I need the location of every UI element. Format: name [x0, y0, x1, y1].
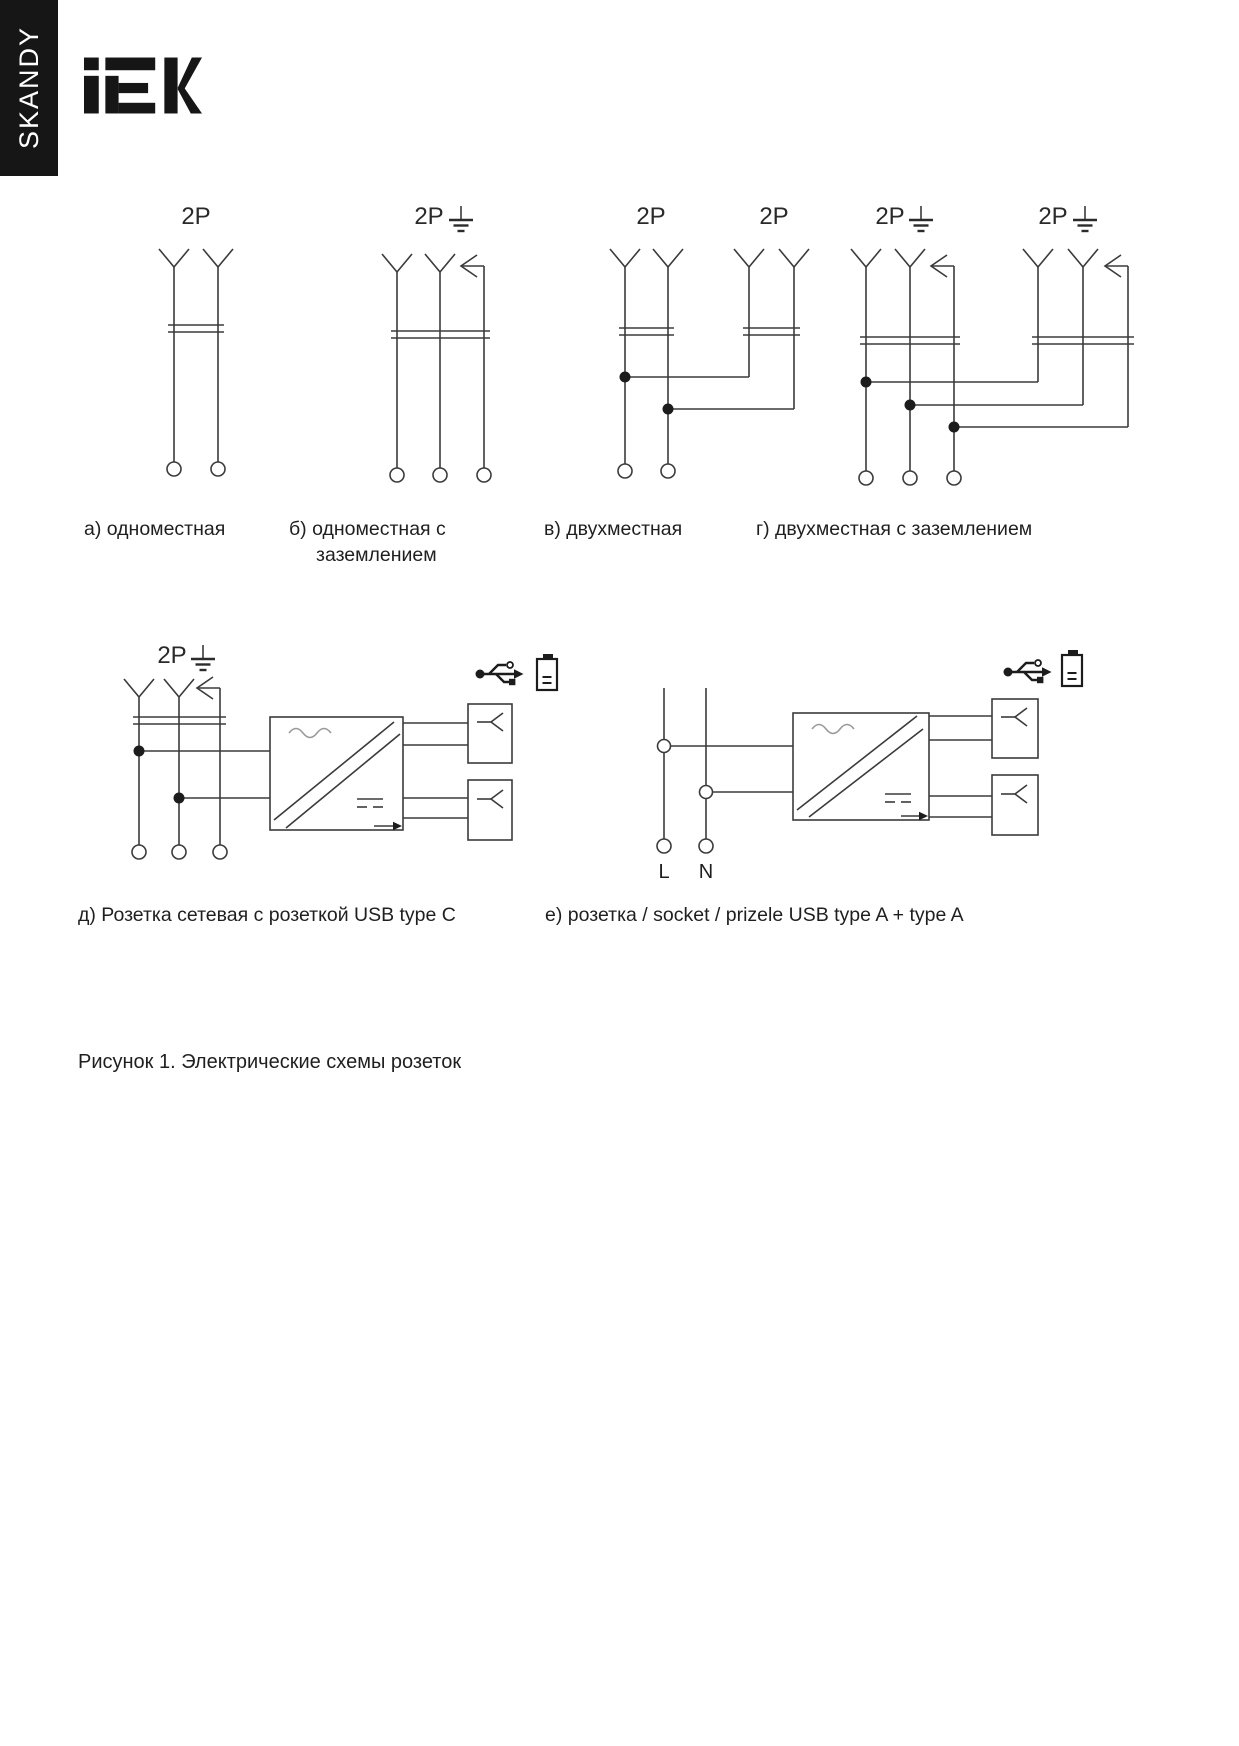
battery-icon — [537, 654, 557, 690]
socket-face-lines — [619, 328, 800, 335]
diagram-b-single-socket-grounded — [382, 206, 491, 482]
terminal-circle — [661, 464, 675, 478]
usb-port-icon — [992, 699, 1038, 758]
pole-label-v-left: 2P — [636, 203, 666, 230]
contact-fork-icon — [851, 249, 1098, 267]
caption-a: а) одноместная — [84, 518, 226, 540]
terminal-circle — [213, 845, 227, 859]
earth-ground-icon — [909, 206, 933, 231]
contact-fork-icon — [159, 249, 233, 267]
socket-wires — [174, 267, 218, 462]
terminal-circle — [211, 462, 225, 476]
terminal-circle — [172, 845, 186, 859]
pole-label-v-right: 2P — [759, 203, 789, 230]
terminal-circle — [477, 468, 491, 482]
contact-fork-icon — [124, 679, 194, 697]
terminal-circle — [859, 471, 873, 485]
junction-circle — [700, 786, 713, 799]
socket-wires — [625, 267, 794, 464]
brand-vertical-text: SKANDY — [13, 26, 44, 150]
output-wires — [403, 723, 468, 818]
socket-face-lines — [168, 325, 224, 332]
earth-ground-icon — [191, 645, 215, 670]
contact-fork-icon — [610, 249, 809, 267]
terminal-circle — [618, 464, 632, 478]
junction-dot — [861, 377, 872, 388]
caption-v: в) двухместная — [544, 518, 683, 540]
caption-d: д) Розетка сетевая с розеткой USB type C — [78, 904, 456, 926]
pole-label-g-right: 2P — [1038, 203, 1068, 230]
junction-dot — [949, 422, 960, 433]
junction-dot — [620, 372, 631, 383]
usb-trident-icon — [1004, 660, 1052, 683]
terminal-circle — [657, 839, 671, 853]
caption-b-line1: б) одноместная с — [289, 518, 446, 540]
socket-wires — [397, 266, 484, 468]
caption-b-line2: заземлением — [316, 544, 437, 566]
pole-label-d: 2P — [157, 642, 187, 669]
earth-ground-icon — [449, 206, 473, 231]
terminal-circle — [699, 839, 713, 853]
usb-port-icon — [992, 775, 1038, 835]
terminal-label-n: N — [698, 861, 714, 883]
figure-caption: Рисунок 1. Электрические схемы розеток — [78, 1051, 462, 1073]
diagram-v-double-socket — [610, 249, 809, 478]
ground-arrow-icon — [197, 677, 220, 699]
contact-fork-icon — [382, 254, 455, 272]
junction-dot — [174, 793, 185, 804]
terminal-circle — [167, 462, 181, 476]
output-wires — [929, 716, 992, 817]
junction-dot — [134, 746, 145, 757]
usb-trident-icon — [476, 662, 524, 685]
diagram-e-socket-usb-a — [657, 650, 1082, 853]
junction-dot — [905, 400, 916, 411]
socket-face-lines — [860, 337, 1134, 344]
terminal-circle — [903, 471, 917, 485]
caption-g: г) двухместная с заземлением — [756, 518, 1033, 540]
socket-wires — [139, 688, 270, 845]
pole-label-a: 2P — [181, 203, 211, 230]
ac-dc-converter-icon — [793, 713, 929, 820]
pole-label-b: 2P — [414, 203, 444, 230]
junction-circle — [658, 740, 671, 753]
ground-arrow-icon — [461, 255, 484, 277]
input-wires — [664, 688, 793, 839]
ground-arrow-icon — [931, 255, 1128, 277]
diagram-a-single-socket — [159, 249, 233, 476]
diagram-g-double-socket-grounded — [851, 206, 1134, 485]
socket-wires — [866, 266, 1128, 471]
caption-e: е) розетка / socket / prizele USB type A + type A — [545, 904, 964, 926]
junction-dot — [663, 404, 674, 415]
battery-icon — [1062, 650, 1082, 686]
terminal-label-l: L — [658, 861, 670, 883]
terminal-circle — [390, 468, 404, 482]
earth-ground-icon — [1073, 206, 1097, 231]
usb-port-icon — [468, 780, 512, 840]
diagram-d-socket-usb-c — [124, 645, 557, 859]
pole-label-g-left: 2P — [875, 203, 905, 230]
ac-dc-converter-icon — [270, 717, 403, 830]
terminal-circle — [947, 471, 961, 485]
terminal-circle — [433, 468, 447, 482]
terminal-circle — [132, 845, 146, 859]
usb-port-icon — [468, 704, 512, 763]
